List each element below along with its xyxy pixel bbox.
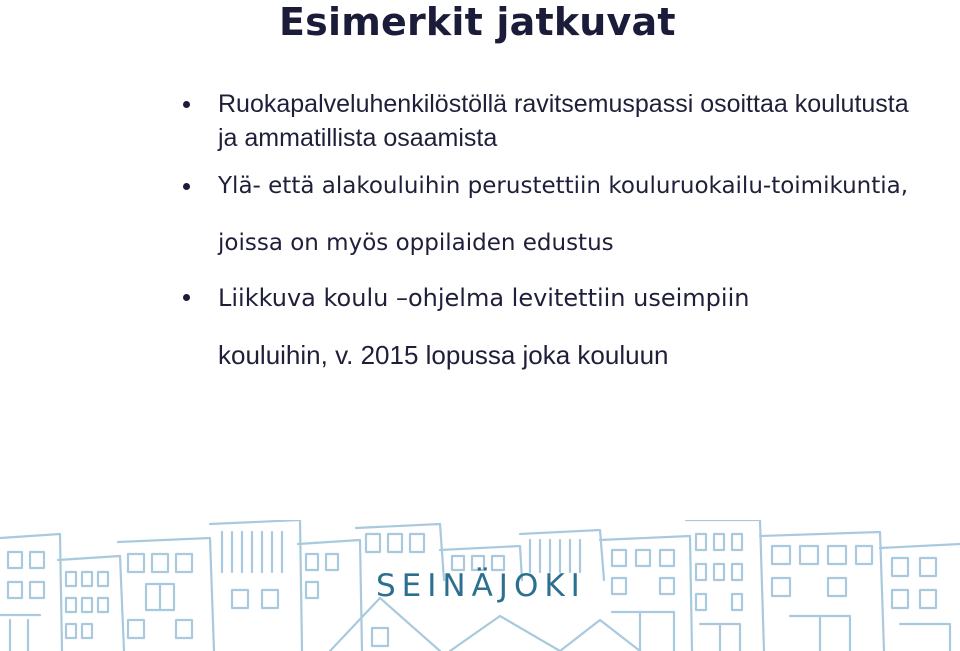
building-sketch	[8, 552, 44, 598]
building-sketch	[222, 532, 282, 572]
building-sketch	[366, 534, 424, 552]
bullet-text-1: Ruokapalveluhenkilöstöllä ravitsemuspassi osoittaa koulutusta ja ammatillista osaamista	[218, 90, 909, 152]
bullet-text-3-line-2: kouluihin, v. 2015 lopussa joka kouluun	[218, 340, 669, 370]
building-sketch	[696, 534, 742, 550]
bullet-text-3-line-1: Liikkuva koulu –ohjelma levitettiin useimpiin	[218, 284, 750, 312]
building-sketch	[232, 590, 278, 608]
building-sketch	[306, 554, 338, 598]
building-sketch	[66, 572, 108, 586]
building-sketch	[760, 532, 884, 651]
building-sketch	[612, 578, 674, 594]
building-sketch	[128, 554, 192, 572]
bullet-list	[183, 87, 923, 384]
house-sketch	[560, 620, 640, 651]
building-sketch	[696, 594, 742, 610]
bullet-text-2: Ylä- että alakouluihin perustettiin kouluruokailu-toimikuntia, joissa on myös oppilaiden edustus	[218, 173, 909, 256]
building-sketch	[892, 558, 936, 608]
slide-title: Esimerkit jatkuvat	[279, 0, 676, 44]
house-sketch	[372, 628, 388, 646]
building-sketch	[612, 550, 674, 566]
building-sketch	[772, 578, 846, 596]
building-sketch	[772, 546, 872, 564]
building-sketch	[298, 540, 362, 651]
building-sketch	[700, 624, 740, 651]
building-sketch	[0, 615, 40, 651]
bullet-item-2	[183, 158, 923, 272]
building-sketch	[900, 624, 950, 651]
building-sketch	[696, 564, 742, 580]
bullet-item-1	[183, 87, 923, 155]
house-sketch	[450, 616, 560, 651]
building-sketch	[66, 624, 92, 638]
bullet-item-3	[183, 269, 923, 384]
seinajoki-logo: SEINÄJOKI	[376, 568, 586, 604]
building-sketch	[66, 598, 108, 612]
building-sketch	[790, 616, 850, 651]
building-sketch	[128, 620, 192, 638]
building-sketch	[210, 520, 302, 651]
building-sketch	[880, 544, 960, 548]
building-sketch	[146, 584, 174, 610]
building-sketch	[612, 612, 674, 651]
